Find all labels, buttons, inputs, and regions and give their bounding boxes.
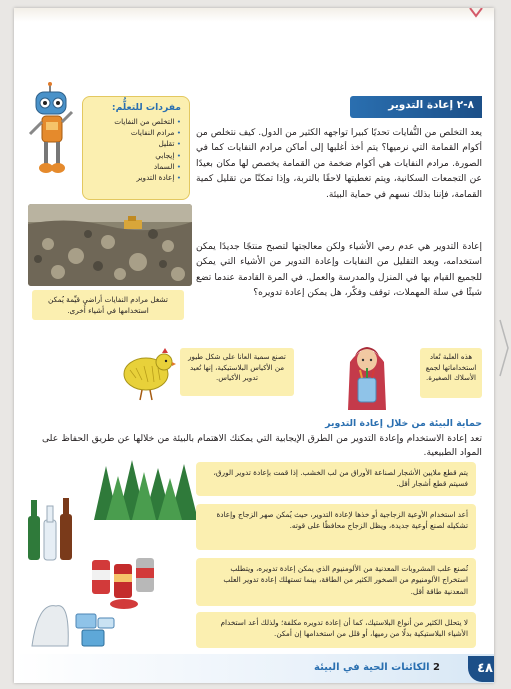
bottles-illustration: [24, 496, 82, 562]
pencils-caption: هذه العلبة تُعاد استخداماتها لجمع الأسلاك الصغيرة.: [420, 348, 482, 398]
trees-illustration: [84, 456, 200, 520]
ribbon-icon: [468, 8, 484, 18]
robot-illustration: [28, 82, 90, 178]
section2-intro: تعد إعادة الاستخدام وإعادة التدوير من الطرق الإيجابية التي يمكنك الاهتمام بالبيئة من خلالها عن طريق الحفاظ على المواد الطبيعية.: [42, 433, 482, 458]
info-box-plastic: لا يتحلل الكثير من أنواع البلاستيك، كما أن إعادة تدويره مكلفة؛ ولذلك أعد استخدام الأشياء البلاستيكية بدلًا من رميها، أو قلل من استخدامها إن أمكن.: [196, 612, 476, 648]
textbook-page: [14, 8, 494, 683]
plastics-illustration: [28, 594, 118, 650]
vocabulary-item: • إيجابي: [91, 150, 181, 161]
footer-chapter-number: 2: [433, 662, 440, 673]
vocabulary-item: • مرادم النفايات: [91, 127, 181, 138]
section2-title: حماية البيئة من خلال إعادة التدوير: [325, 418, 482, 429]
footer-chapter-title: [314, 662, 440, 673]
girl-illustration: [340, 338, 394, 410]
bird-illustration: [116, 342, 176, 402]
chevron-right-icon[interactable]: [498, 318, 510, 378]
paragraph-landfill: يعد التخلص من النُّفايات تحديًا كبيرا تواجهه الكثير من الدول. كيف نتخلص من أكوام القمامة التي نرميها؟ يتم أخذ أغلبها إلى أماكن مرادم النفايات كما في الصورة. مرادم النفايات هي أكوام ضخمة من القمامة يخصص لها مكان بعيدًا عن التجمعات السكانية، ويتم تغطيتها لاحقًا بالتربة، وإذا تمكنّا من تقليل كمية القمامة، فإننا بذلك نسهم في حماية البيئة.: [196, 128, 482, 200]
footer-chapter-name: الكائنات الحية في البيئة: [314, 662, 430, 673]
vocabulary-item: • إعادة التدوير: [91, 172, 181, 183]
birds-caption: تصنع سمية العانا على شكل طيور من الأكياس البلاستيكية، إنها تُعيد تدوير الأكياس.: [180, 348, 294, 396]
vocabulary-item: • تقليل: [91, 138, 181, 149]
vocabulary-item: • السماد: [91, 161, 181, 172]
section-header: ٨-٢ إعادة التدوير: [350, 96, 482, 118]
landfill-caption: تشغل مرادم النفايات أراضي قيِّمة يُمكن استخدامها في أشياء أُخرى.: [32, 290, 184, 320]
page-number: ٤٨: [468, 656, 494, 682]
info-box-paper: يتم قطع ملايين الأشجار لصناعة الأوراق من لب الخشب. إذا قمت بإعادة تدوير الورق، فسيتم قطع أشجار أقل.: [196, 462, 476, 496]
top-bar: [14, 8, 494, 22]
vocabulary-title: مفردات للتعلُّم:: [111, 102, 181, 113]
landfill-photo: [28, 204, 192, 286]
info-box-glass: أعد استخدام الأوعية الزجاجية أو خذها لإعادة التدوير، حيث يُمكن صهر الزجاج وإعادة تشكيله لصنع أوعية جديدة، ويظل الزجاج محافظًا على قوته.: [196, 504, 476, 550]
vocabulary-item: • التخلص من النفايات: [91, 116, 181, 127]
vocabulary-box: [82, 96, 190, 200]
info-box-cans: تُصنع علب المشروبات المعدنية من الألومنيوم الذي يمكن إعادة تدويره، ويتطلب استخراج الألومنيوم من الصخور الكثير من الطاقة، بينما تستهلك إعادة تدوير العلب المعدنية طاقة أقل.: [196, 558, 476, 606]
paragraph-recycling: إعادة التدوير هي عدم رمي الأشياء ولكن معالجتها لتصبح منتجًا جديدًا يمكن استخدامه، ويعد التقليل من النفايات وإعادة التدوير من الأشياء التي يمكن للجميع القيام بها في المنزل والمدرسة والعمل. في المرة القادمة عندما تضع شيئًا في سلة المهملات، توقف وفكّر، هل يمكن إعادة تدويره؟: [196, 242, 482, 299]
vocabulary-list: [91, 116, 181, 183]
